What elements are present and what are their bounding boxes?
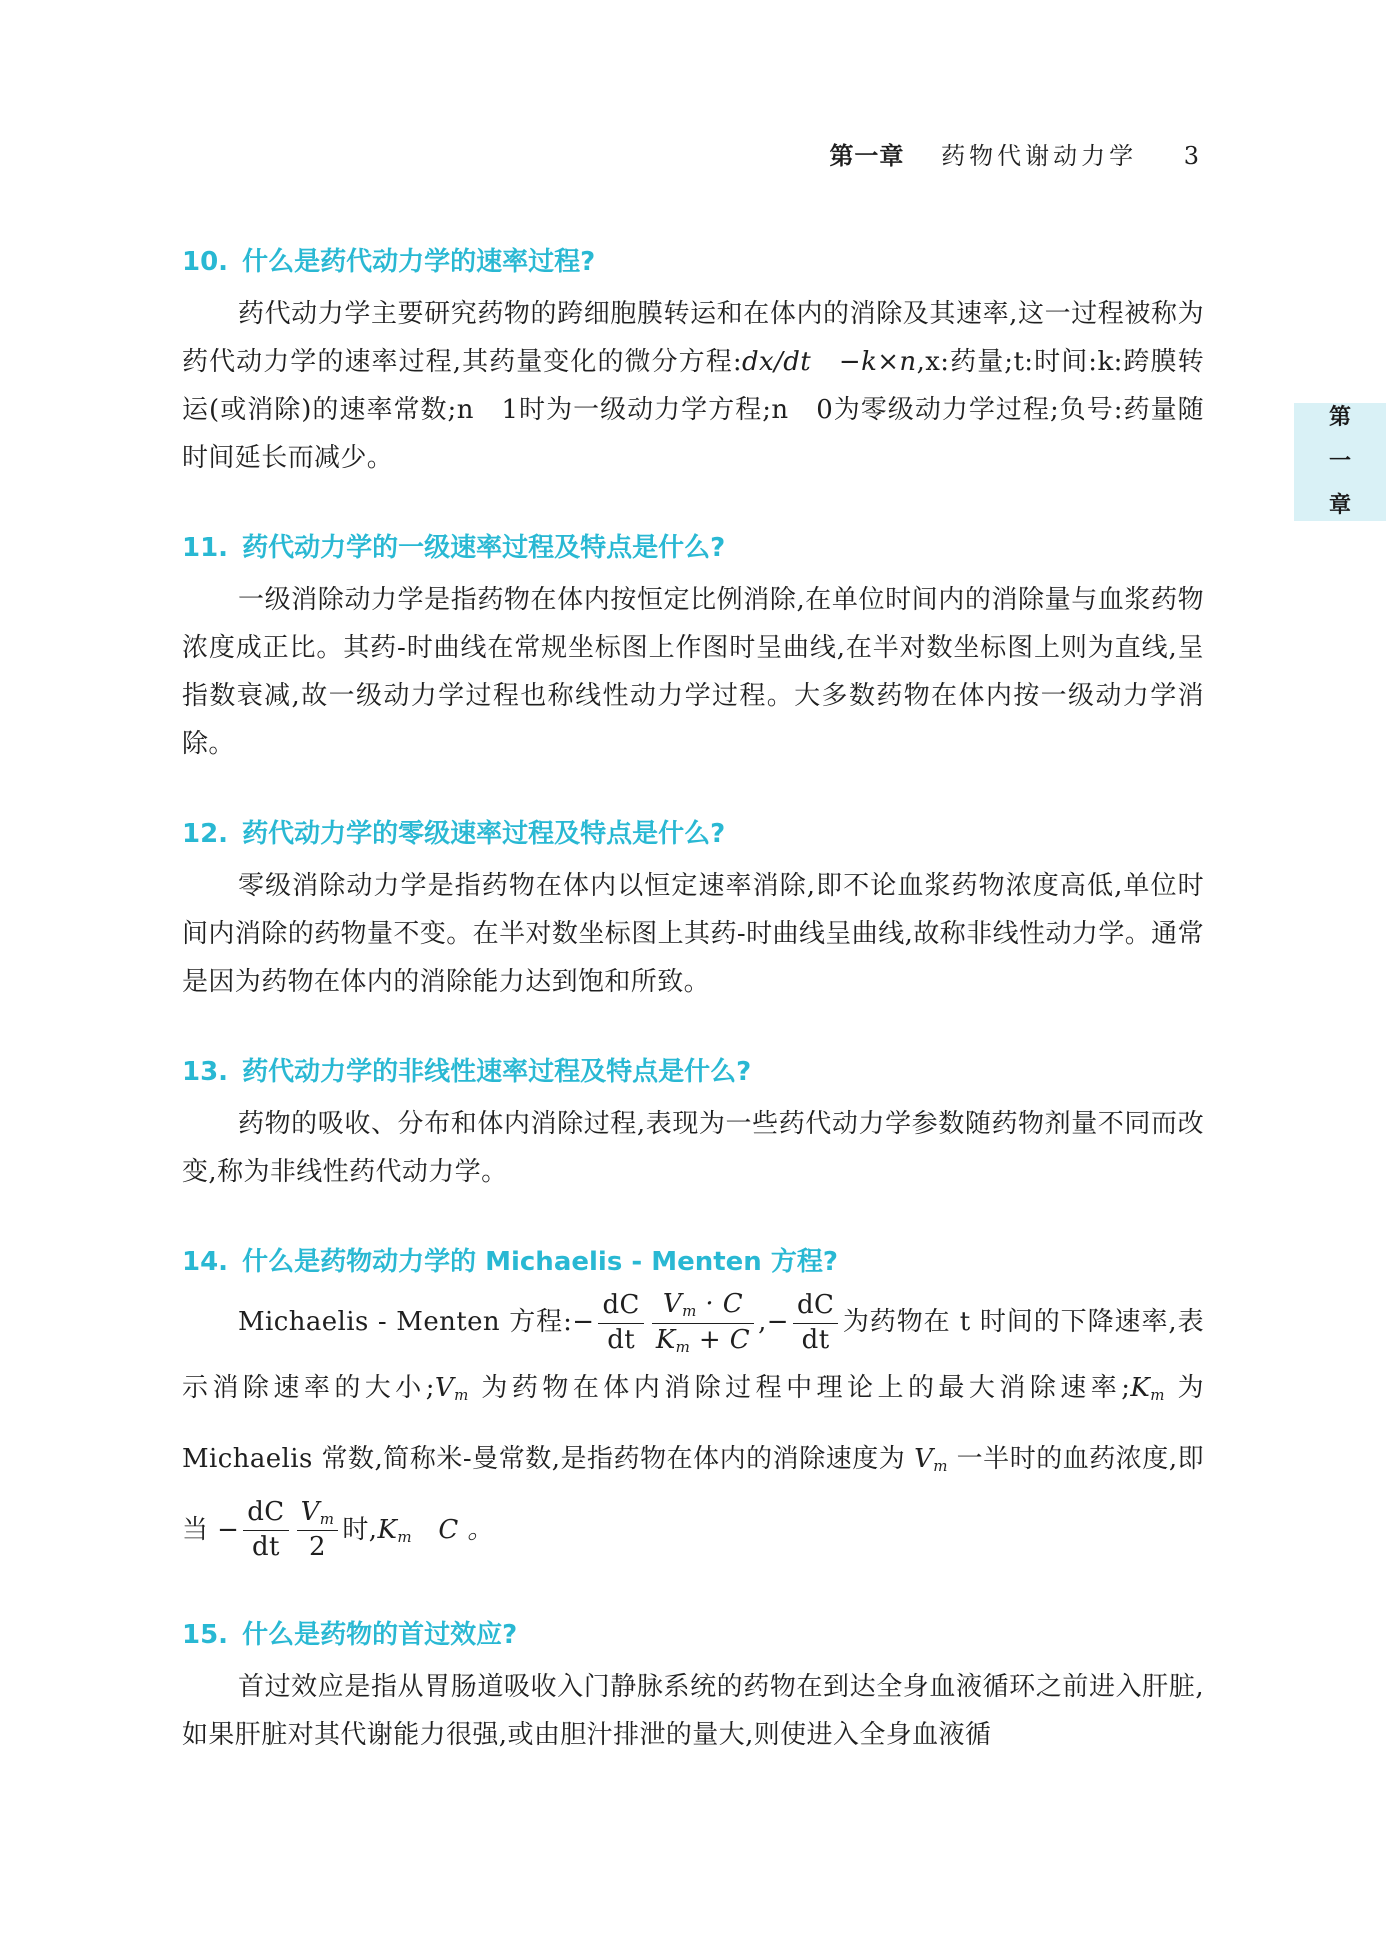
answer-paragraph: 零级消除动力学是指药物在体内以恒定速率消除,即不论血浆药物浓度高低,单位时间内消除的药物量不变。在半对数坐标图上其药-时曲线呈曲线,故称非线性动力学。通常是因为药物在体内的消除能力达到饱和所致。 xyxy=(182,871,1204,997)
tab-char-2: 一 xyxy=(1328,449,1351,474)
question-text: 药代动力学的非线性速率过程及特点是什么? xyxy=(242,1057,752,1087)
section-13 xyxy=(182,1050,1204,1196)
answer-paragraph: 首过效应是指从胃肠道吸收入门静脉系统的药物在到达全身血液循环之前进入肝脏,如果肝脏对其代谢能力很强,或由胆汁排泄的量大,则使进入全身血液循 xyxy=(182,1671,1204,1750)
formula-lead: Michaelis - Menten 方程:− xyxy=(238,1307,595,1337)
question-text: 药代动力学的零级速率过程及特点是什么? xyxy=(242,819,726,849)
chapter-thumb-tab xyxy=(1294,403,1386,521)
question-number: 12. xyxy=(182,819,229,849)
text-after-2: 为药物在体内消除过程中理论上的最大消除速率; xyxy=(468,1372,1131,1403)
question-text: 药代动力学的一级速率过程及特点是什么? xyxy=(242,533,726,563)
subscript-m: m xyxy=(319,1510,335,1529)
question-number: 14. xyxy=(182,1247,229,1277)
text-after-3: 为 Michaelis 常数,简称米-曼常数,是指药物在体内的消除速度为 xyxy=(182,1372,1204,1474)
fraction-vm-2 xyxy=(297,1498,339,1563)
chapter-label: 第一章 xyxy=(829,142,905,170)
denominator xyxy=(652,1324,754,1356)
question-text: 什么是药物动力学的 Michaelis - Menten 方程? xyxy=(242,1247,838,1277)
question-text: 什么是药物的首过效应? xyxy=(242,1619,518,1650)
vm-inline-2: V xyxy=(914,1443,934,1474)
times-c: · C xyxy=(696,1289,743,1320)
question-heading xyxy=(182,1613,1204,1657)
fraction-dc-dt xyxy=(598,1291,643,1356)
question-number: 15. xyxy=(182,1619,229,1650)
fraction-dc-dt-2 xyxy=(793,1291,838,1356)
question-heading xyxy=(182,1240,1204,1284)
question-number: 11. xyxy=(182,533,229,563)
chapter-title: 药物代谢动力学 xyxy=(941,142,1138,170)
section-11 xyxy=(182,526,1204,768)
answer-text-2: ,x:药量;t:时间:k:跨膜转运(或消除)的速率常数;n 1时为一级动力学方程;n 0为零级动力学过程;负号:药量随时间延长而减少。 xyxy=(182,347,1204,473)
question-heading xyxy=(182,240,1204,284)
km-inline-2: K xyxy=(377,1514,398,1545)
question-heading xyxy=(182,812,1204,856)
numerator: dC xyxy=(243,1498,288,1531)
denominator: dt xyxy=(607,1324,636,1355)
answer-paragraph: 一级消除动力学是指药物在体内按恒定比例消除,在单位时间内的消除量与血浆药物浓度成正比。其药-时曲线在常规坐标图上作图时呈曲线,在半对数坐标图上则为直线,呈指数衰减,故一级动力学过程也称线性动力学过程。大多数药物在体内按一级动力学消除。 xyxy=(182,585,1204,759)
subscript-m: m xyxy=(397,1527,412,1546)
plus-c: + C xyxy=(690,1324,751,1355)
numerator xyxy=(652,1290,754,1323)
page-number: 3 xyxy=(1183,142,1200,170)
denominator: dt xyxy=(251,1532,280,1563)
section-15 xyxy=(182,1613,1204,1759)
equation: dx/dt −k×n xyxy=(742,347,917,377)
vm-symbol: V xyxy=(662,1289,683,1320)
numerator: dC xyxy=(793,1291,838,1324)
text-after-4: 一半时的血药浓度,即当 − xyxy=(182,1443,1204,1545)
question-text: 什么是药代动力学的速率过程? xyxy=(242,247,596,277)
vm-inline: V xyxy=(434,1372,455,1403)
answer-paragraph xyxy=(182,1290,1204,1569)
comma-minus: ,− xyxy=(758,1307,789,1337)
section-12 xyxy=(182,812,1204,1006)
answer-text-1: 药代动力学主要研究药物的跨细胞膜转运和在体内的消除及其速率,这一过程被称为药代动力学的速率过程,其药量变化的微分方程: xyxy=(182,299,1204,377)
subscript-m: m xyxy=(682,1302,697,1321)
denominator: 2 xyxy=(309,1532,326,1563)
section-14 xyxy=(182,1240,1204,1569)
numerator: dC xyxy=(598,1291,643,1324)
question-heading xyxy=(182,526,1204,570)
question-heading xyxy=(182,1050,1204,1094)
answer-paragraph xyxy=(182,290,1204,482)
denominator: dt xyxy=(801,1324,830,1355)
subscript-m: m xyxy=(1150,1385,1165,1404)
page-content xyxy=(182,240,1204,1803)
answer-paragraph: 药物的吸收、分布和体内消除过程,表现为一些药代动力学参数随药物剂量不同而改变,称为非线性药代动力学。 xyxy=(182,1109,1204,1187)
subscript-m: m xyxy=(933,1456,948,1475)
fraction-dc-dt-3 xyxy=(243,1498,288,1563)
fraction-vm-c xyxy=(652,1290,754,1356)
question-number: 10. xyxy=(182,247,229,277)
formula-end: C 。 xyxy=(411,1514,494,1545)
tab-char-1: 第 xyxy=(1328,405,1351,430)
subscript-m: m xyxy=(675,1337,691,1356)
running-head xyxy=(829,136,1200,171)
subscript-m: m xyxy=(454,1385,469,1404)
km-inline: K xyxy=(1130,1372,1151,1403)
vm-symbol: V xyxy=(300,1497,320,1528)
section-10 xyxy=(182,240,1204,482)
km-symbol: K xyxy=(655,1324,676,1355)
numerator xyxy=(297,1498,339,1531)
text-after-5: 时, xyxy=(342,1514,378,1545)
text-after-1: 为药物在 t 时间的下降速率,表示消除速率的大小; xyxy=(182,1307,1204,1403)
question-number: 13. xyxy=(182,1057,229,1087)
tab-char-3: 章 xyxy=(1328,493,1351,518)
